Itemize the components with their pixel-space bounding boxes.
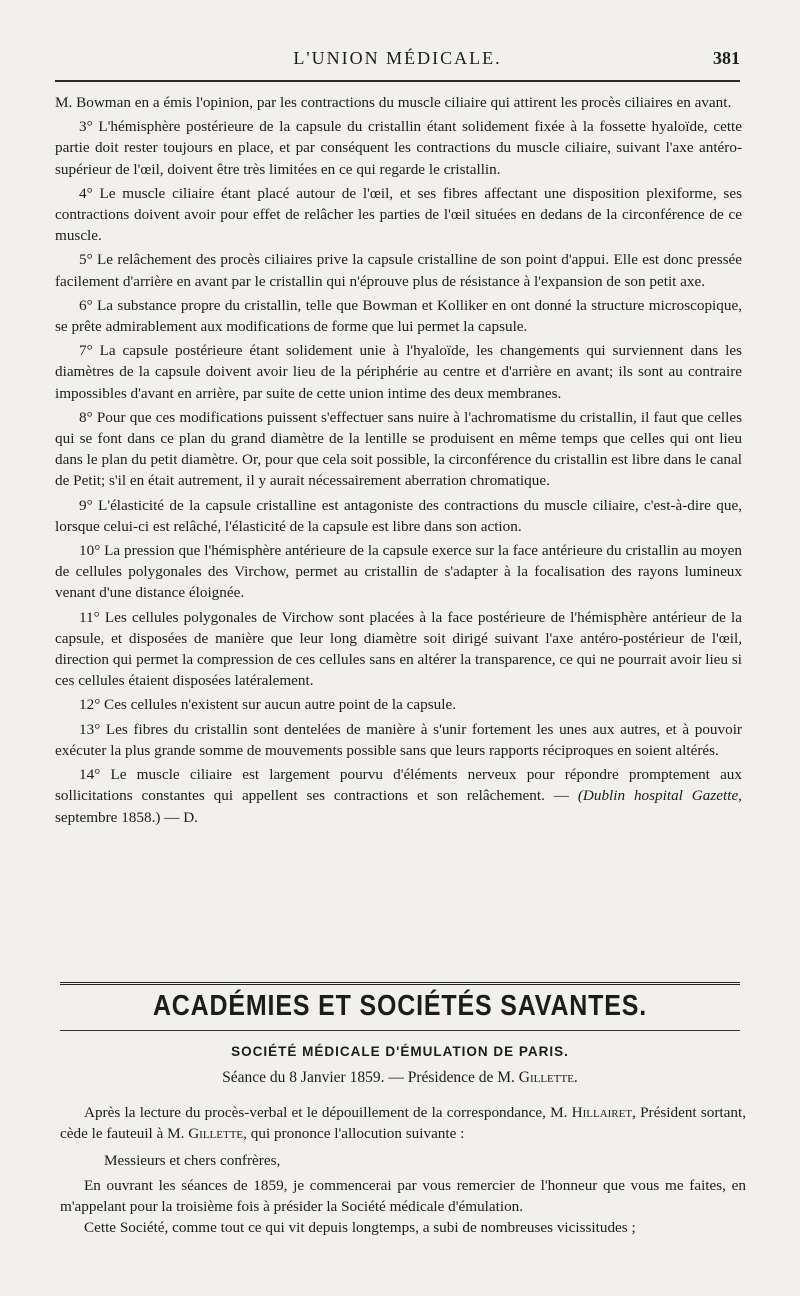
minutes-paragraph-3: Cette Société, comme tout ce qui vit depuis longtemps, a subi de nombreuses vicissitudes ; (84, 1219, 636, 1236)
section-rule-bottom (60, 1030, 740, 1031)
minutes-body (60, 1102, 746, 1238)
paragraph-10: 10° La pression que l'hémisphère antérieure de la capsule exerce sur la face antérieure du cristallin au moyen de cellules polygonales des Virchow, permet au cristallin de s'adapter à la focalisation des rayons lumineux venant d'une distance éloignée. (55, 542, 742, 602)
paragraph-13: 13° Les fibres du cristallin sont dentelées de manière à s'unir fortement les unes aux autres, et à pouvoir exécuter la plus grande somme de mouvements possible sans que leurs rapports réciproques en soient altérés. (55, 720, 742, 759)
article-body (55, 92, 742, 828)
paragraph-7: 7° La capsule postérieure étant solidement unie à l'hyaloïde, les changements qui surviennent dans les diamètres de la capsule doivent avoir lieu de la périphérie au centre et d'arrière en avant; ils sont au contraire impossibles d'avant en arrière, par suite de cette union intime des deux membranes. (55, 342, 742, 402)
paragraph-8: 8° Pour que ces modifications puissent s'effectuer sans nuire à l'achromatisme du cristallin, il faut que celles qui se font dans ce plan du grand diamètre de la lentille se produisent en même temps que celles qui ont lieu dans le plan du petit diamètre. Or, pour que cela soit possible, la circonférence du cristallin est libre dans le canal de Petit; s'il en était autrement, il y aurait nécessairement aberration chromatique. (55, 408, 742, 490)
paragraph-12: 12° Ces cellules n'existent sur aucun autre point de la capsule. (79, 696, 456, 714)
minutes-paragraph-1 (60, 1102, 746, 1144)
name-hillairet: Hillairet (571, 1104, 633, 1121)
minutes-p1-b: , Président sortant, cède le fauteuil à M. (60, 1104, 746, 1142)
header-rule (55, 80, 740, 82)
president-name: Gillette. (518, 1069, 578, 1086)
citation-tail: septembre 1858.) — D. (55, 808, 198, 826)
paragraph-3: 3° L'hémisphère postérieure de la capsule du cristallin étant solidement fixée à la fossette hyaloïde, cette partie doit rester toujours en place, et par conséquent les contractions du muscle ciliaire, suivant l'axe antéro-supérieur de l'œil, doivent être très limitées en ce qui regarde le cristallin. (55, 118, 742, 178)
paragraph-14 (55, 764, 742, 828)
citation: (Dublin hospital Gazette, (577, 787, 742, 805)
page-header (55, 46, 740, 76)
paragraph-6: 6° La substance propre du cristallin, telle que Bowman et Kolliker en ont donné la structure microscopique, se prête admirablement aux modifications de forme que lui permet la capsule. (55, 296, 742, 336)
minutes-paragraph-2: En ouvrant les séances de 1859, je commencerai par vous remercier de l'honneur que vous me faites, en m'appelant pour la troisième fois à présider la Société médicale d'émulation. (60, 1177, 746, 1215)
paragraph-intro: M. Bowman en a émis l'opinion, par les contractions du muscle ciliaire qui attirent les procès ciliaires en avant. (55, 94, 732, 111)
section-rule-top (60, 982, 740, 988)
seance-line (0, 1069, 800, 1087)
paragraph-9: 9° L'élasticité de la capsule cristalline est antagoniste des contractions du muscle ciliaire, c'est-à-dire que, lorsque celui-ci est relâché, l'élasticité de la capsule est libre dans son action. (55, 496, 742, 535)
seance-text: Séance du 8 Janvier 1859. — Présidence de M. (222, 1069, 519, 1086)
address-line: Messieurs et chers confrères, (104, 1152, 281, 1169)
paragraph-4: 4° Le muscle ciliaire étant placé autour de l'œil, et ses fibres affectant une disposition plexiforme, ses contractions doivent avoir pour effet de relâcher les parties de l'œil situées en dedans de la circonférence de ce muscle. (55, 184, 742, 245)
minutes-p1-a: Après la lecture du procès-verbal et le dépouillement de la correspondance, M. (84, 1104, 572, 1121)
section-title: ACADÉMIES ET SOCIÉTÉS SAVANTES. (152, 990, 648, 1022)
running-title: L'UNION MÉDICALE. (293, 48, 502, 68)
minutes-p1-c: , qui prononce l'allocution suivante : (243, 1125, 465, 1142)
name-gillette: Gillette (188, 1125, 244, 1142)
society-name: SOCIÉTÉ MÉDICALE D'ÉMULATION DE PARIS. (231, 1044, 569, 1059)
page-number: 381 (713, 48, 740, 68)
paragraph-14-text: 14° Le muscle ciliaire est largement pourvu d'éléments nerveux pour répondre promptement aux sollicitations constantes qui appellent ses contractions et son relâchement. — (55, 766, 742, 805)
paragraph-11: 11° Les cellules polygonales de Virchow sont placées à la face postérieure de l'hémisphère antérieur de la capsule, et disposées de manière que leur long diamètre soit dirigé suivant l'axe antéro-postérieur de l'œil, direction qui permet la compression de ces cellules sans en altérer la transparence, ce qui ne pourrait avoir lieu si ces cellules étaient disposées latéralement. (55, 608, 742, 690)
paragraph-5: 5° Le relâchement des procès ciliaires prive la capsule cristalline de son point d'appui. Elle est donc pressée facilement d'arrière en avant par le cristallin qui n'éprouve plus de résistance à l'expansion de son petit axe. (55, 251, 742, 290)
